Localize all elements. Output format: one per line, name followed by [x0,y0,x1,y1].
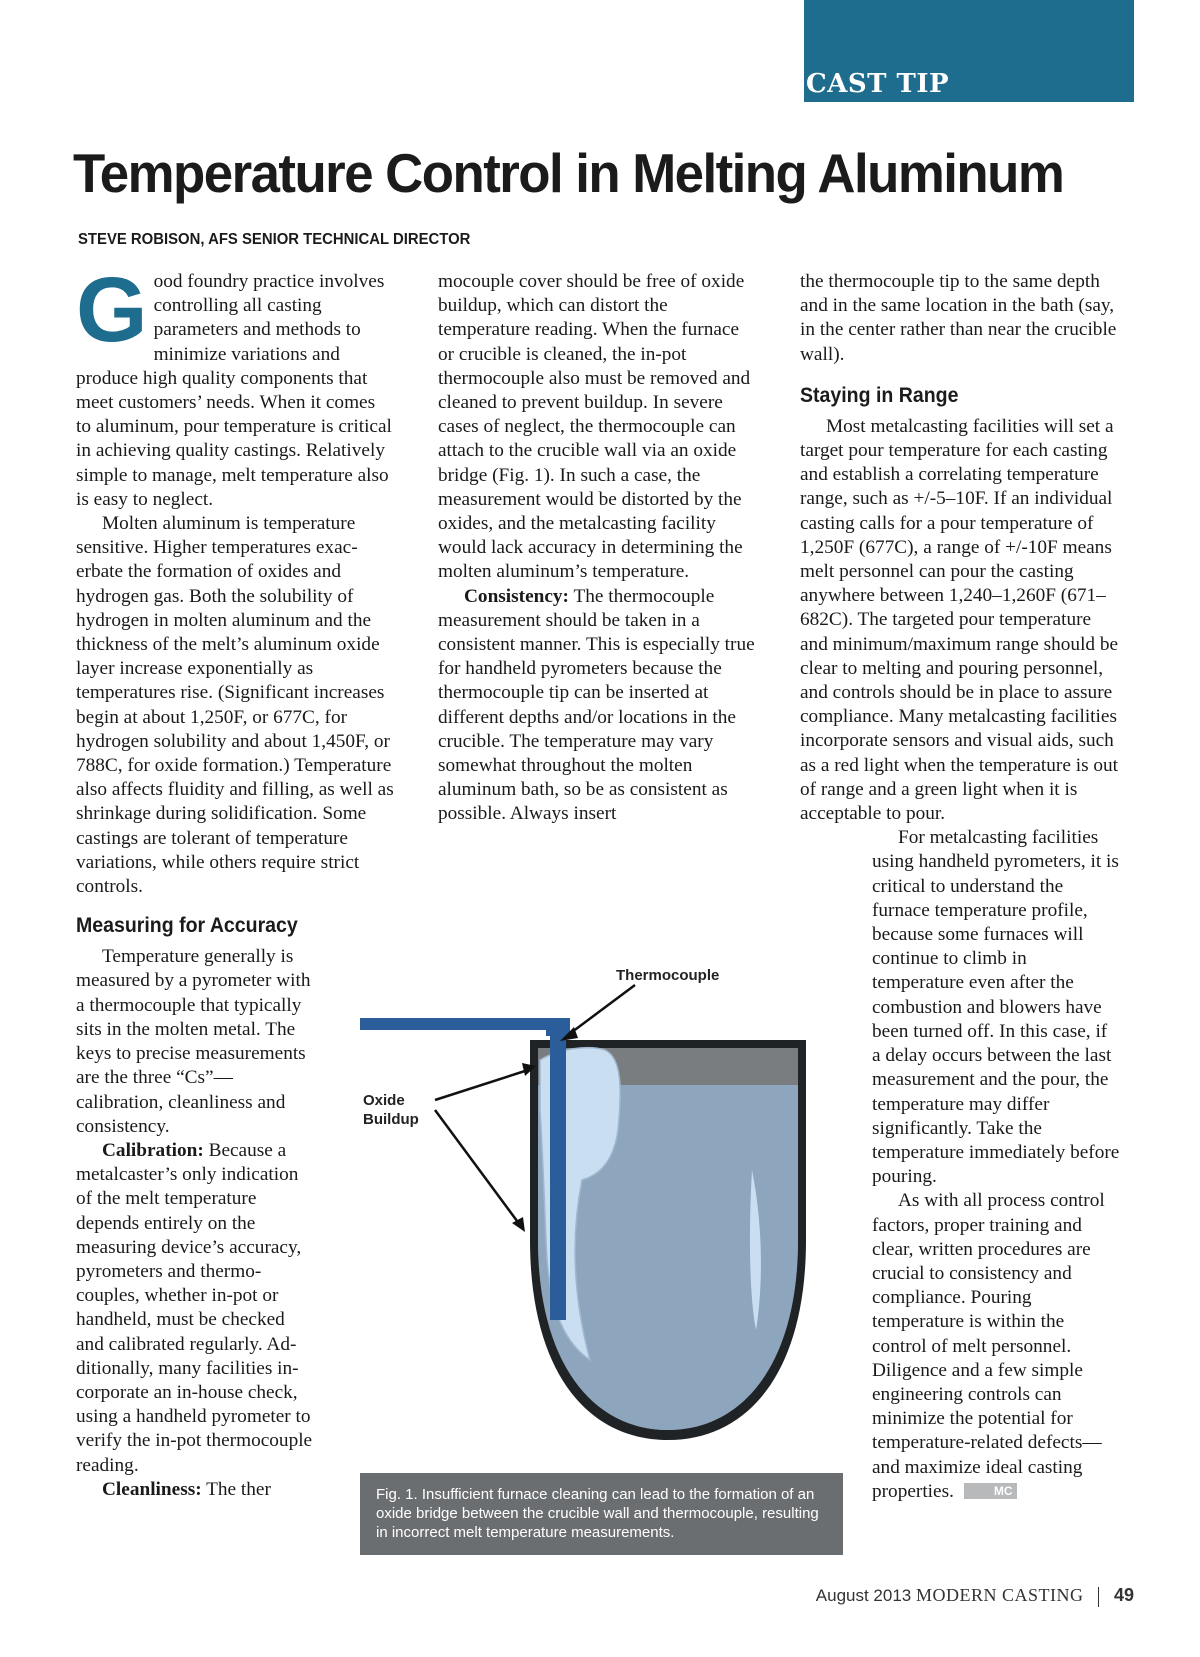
column-1 [76,259,394,1502]
figure-caption: Fig. 1. Insufficient furnace cleaning can lead to the formation of an oxide bridge between the crucible wall and thermocouple, resulting in incorrect melt temperature measurements. [360,1473,843,1555]
col1-paragraph-1: Good foundry practice involves controlling all casting parameters and methods to minimize variations and produce high quality components that meet customers’ needs. When it comes to aluminum, pour temperature is critical in achieving quality castings. Relatively simple to manage, melt temperature also is easy to neglect. [76,259,392,510]
oxide-arrow-lower [435,1110,520,1225]
label-oxide-line-1: Oxide [363,1092,405,1109]
oxide-arrow-upper [435,1070,528,1100]
oxide-arrowhead-lower [512,1217,525,1232]
col1-paragraph-4: Calibration: Because a metalcaster’s only indication of the melt temperature depends entirely on the measuring device’s accuracy, pyrometers and thermocouples, whether in-pot or handheld, must be checked and calibrated regularly. Additionally, many facilities incorporate an in-house check, using a handheld pyrometer to verify the in-pot thermocouple reading. [76,1139,313,1476]
drop-cap: G [76,259,148,361]
article-title: Temperature Control in Melting Aluminum [73,142,1064,204]
byline: STEVE ROBISON, AFS SENIOR TECHNICAL DIRECTOR [78,231,471,248]
thermocouple-arrow [568,985,635,1035]
col1-narrow-block [76,945,316,1502]
footer-date: August 2013 [815,1586,912,1605]
page-number: 49 [1113,1585,1134,1605]
column-2 [438,270,756,827]
thermocouple-rod [550,1030,566,1320]
col2-paragraph-1: mocouple cover should be free of oxide buildup, which can distort the temperature reading. When the furnace or crucible is cleaned, the in-pot thermocouple also must be removed and cleaned to prevent buildup. In severe cases of neglect, the thermocouple can attach to the crucible wall via an oxide bridge (Fig. 1). In such a case, the measurement would be distorted by the oxides, and the metalcasting facility would lack accuracy in determining the molten aluminum’s temperature. [438,271,751,583]
col3-paragraph-2: Most metalcasting facilities will set a target pour temperature for each casting and establish a correlating temperature range, such as +/-5–10F. If an individual casting calls for a pour temperature of 1,250F (677C), a range of +/-10F means melt personnel can pour the casting anywhere between 1,240–1,260F (671–682C). The targeted pour temperature and minimum/maximum range should be clear to melting and pouring personnel, and controls should be in place to assure compliance. Many metalcasting facilities incorporate sensors and visual aids, such as a red light when the temperature is out of range and a green light when it is acceptable to pour. [800,415,1119,825]
col1-paragraph-5: Cleanliness: The ther [102,1478,271,1500]
col3-narrow-block [872,826,1120,1504]
col1-paragraph-2: Molten aluminum is temperature sensitive. Higher temperatures exacerbate the formation of oxides and hydrogen gas. Both the solubility of hydrogen in molten aluminum and the thickness of the melt’s aluminum oxide layer increase exponentially as temperatures rise. (Significant increases begin at about 1,250F, or 677C, for hydrogen solubility and about 1,450F, or 788C, for oxide formation.) Temperature also affects fluidity and filling, as well as shrinkage during solidification. Some castings are tolerant of temperature variations, while others require strict controls. [76,513,394,898]
end-mark-badge: MC [964,1483,1017,1499]
col3-paragraph-4: As with all process control factors, proper training and clear, written procedures are crucial to consistency and compliance. Pouring temperature is within the control of melt personnel. Diligence and a few simple engineering controls can minimize the potential for temperature-related defects—and maximize ideal casting properties. MC [872,1190,1105,1502]
footer-divider [1098,1587,1099,1607]
col3-paragraph-3: For metalcasting facilities using handheld pyrometers, it is critical to understand the furnace temperature profile, because some furnaces will continue to climb in temperature even after the combustion and blowers have been turned off. In this case, if a delay occurs between the last measurement and the pour, the temperature may differ significantly. Take the temperature immediately before pouring. [872,827,1120,1188]
label-thermocouple: Thermocouple [616,967,720,984]
crucible-diagram [360,940,820,1500]
heading-measuring: Measuring for Accuracy [76,914,298,938]
footer-magazine: MODERN CASTING [915,1585,1084,1605]
col2-paragraph-2: Consistency: The thermocouple measurement should be taken in a consistent manner. This is especially true for handheld pyrometers because the thermocouple tip can be inserted at different depths and/or locations in the crucible. The temperature may vary somewhat throughout the molten aluminum bath, so be as consistent as possible. Always insert [438,585,755,825]
label-oxide-line-2: Buildup [363,1111,419,1128]
page-footer [816,1585,1134,1607]
column-3 [800,270,1120,1504]
thermocouple-arm [360,1018,570,1030]
col3-paragraph-1: the thermocouple tip to the same depth and in the same location in the bath (say, in the center rather than near the crucible wall). [800,271,1117,365]
col1-paragraph-3: Temperature generally is measured by a pyrometer with a thermocouple that typically sits in the molten metal. The keys to precise measurements are the three “Cs”—calibration, cleanliness and consistency. [76,946,311,1137]
heading-staying-in-range: Staying in Range [800,383,959,407]
section-tag: CAST TIP [806,69,950,99]
